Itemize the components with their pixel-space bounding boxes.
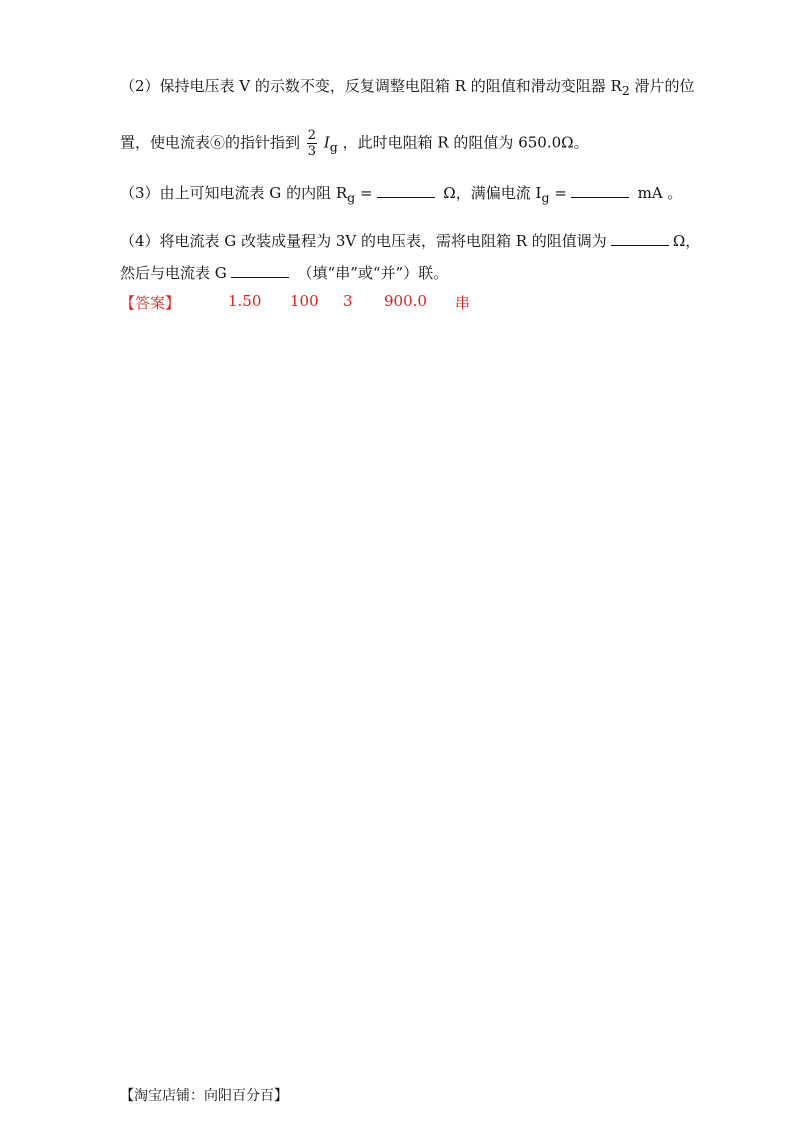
part4-text-c: 然后与电流表 G xyxy=(120,264,227,282)
answer-label: 【答案】 xyxy=(120,294,181,312)
part3-text-c-sub: g xyxy=(541,190,550,205)
answer-value-3: 3 xyxy=(343,292,353,310)
part4-text-a: （4）将电流表 G 改装成量程为 3V 的电压表，需将电阻箱 R 的阻值调为 xyxy=(120,232,607,250)
answer-value-1: 1.50 xyxy=(228,292,262,310)
part3-text-e: mA 。 xyxy=(637,184,683,202)
part2-text-b: 滑片的位 xyxy=(634,77,695,95)
part3-text-a-sub: g xyxy=(347,190,356,205)
answer-value-2: 100 xyxy=(290,292,319,310)
part2-fraction xyxy=(307,128,317,159)
part2-frac-num: 2 xyxy=(307,128,317,143)
part4-line1 xyxy=(120,230,700,251)
footer-shop-label: 【淘宝店铺：向阳百分百】 xyxy=(120,1088,288,1104)
answer-value-5: 串 xyxy=(455,294,471,312)
part2-text-a-sub: 2 xyxy=(621,83,630,98)
part2-text-d-sub: g xyxy=(329,139,338,155)
full-scale-current-blank xyxy=(571,183,629,198)
part2-text-a: （2）保持电压表 V 的示数不变，反复调整电阻箱 R 的阻值和滑动变阻器 R xyxy=(120,77,622,95)
resistance-setting-blank xyxy=(611,231,669,246)
part2-line2 xyxy=(120,128,589,159)
part2-text-d: I xyxy=(323,133,330,152)
part3-line xyxy=(120,182,682,205)
answer-value-4: 900.0 xyxy=(384,292,427,310)
part3-text-d: = xyxy=(554,184,567,202)
part3-text-a: （3）由上可知电流表 G 的内阻 R xyxy=(120,184,348,202)
part2-line1 xyxy=(120,75,695,98)
connection-type-blank xyxy=(231,263,289,278)
part2-text-e: ，此时电阻箱 R 的阻值为 650.0Ω。 xyxy=(342,133,589,152)
part4-text-d: （填“串”或“并”）联。 xyxy=(297,264,449,282)
part2-text-c: 置，使电流表⑥的指针指到 xyxy=(120,133,301,152)
part4-text-b: Ω， xyxy=(672,232,701,250)
part3-text-b: = xyxy=(359,184,373,202)
part2-frac-den: 3 xyxy=(307,144,317,159)
internal-resistance-blank xyxy=(377,183,435,198)
part4-line2 xyxy=(120,262,448,283)
part3-text-c: Ω，满偏电流 I xyxy=(443,184,542,202)
